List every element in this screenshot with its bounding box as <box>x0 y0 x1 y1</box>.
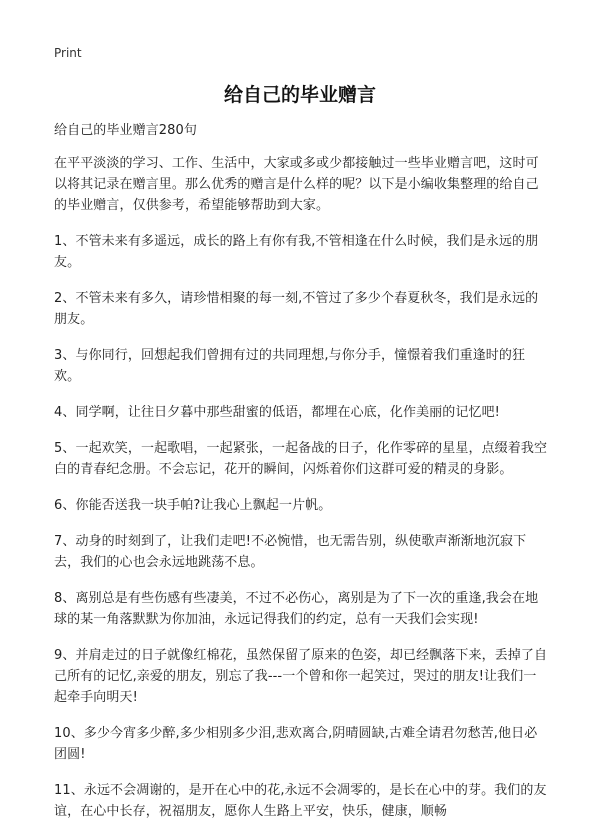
list-item: 6、你能否送我一块手帕?让我心上飘起一片帆。 <box>54 498 332 513</box>
list-item: 1、不管未来有多遥远，成长的路上有你有我,不管相逢在什么时候，我们是永远的朋友。 <box>54 234 539 270</box>
list-item: 3、与你同行，回想起我们曾拥有过的共同理想,与你分手，憧憬着我们重逢时的狂欢。 <box>54 348 526 384</box>
list-item: 9、并肩走过的日子就像红棉花，虽然保留了原来的色姿，却已经飘落下来，丢掉了自己所有的记忆,亲爱的朋友，别忘了我---一个曾和你一起笑过，哭过的朋友!让我们一起牵手向明天! <box>54 648 548 705</box>
intro-paragraph: 在平平淡淡的学习、工作、生活中，大家或多或少都接触过一些毕业赠言吧，这时可以将其记录在赠言里。那么优秀的赠言是什么样的呢？以下是小编收集整理的给自己的毕业赠言，仅供参考，希望能够帮助到大家。 <box>54 156 539 213</box>
print-label: Print <box>54 46 82 60</box>
list-item: 4、同学啊，让往日夕暮中那些甜蜜的低语，都埋在心底，化作美丽的记忆吧! <box>54 405 500 420</box>
document-subtitle: 给自己的毕业赠言280句 <box>54 123 198 138</box>
list-item: 2、不管未来有多久，请珍惜相聚的每一刻,不管过了多少个春夏秋冬，我们是永远的朋友。 <box>54 291 539 327</box>
document-body <box>54 120 548 837</box>
list-item: 5、一起欢笑，一起歌唱，一起紧张，一起备战的日子，化作零碎的星星，点缀着我空白的青春纪念册。不会忘记，花开的瞬间，闪烁着你们这群可爱的精灵的身影。 <box>54 441 548 477</box>
list-item: 11、永远不会凋谢的，是开在心中的花,永远不会凋零的，是长在心中的芽。我们的友谊，在心中长存，祝福朋友，愿你人生路上平安，快乐，健康，顺畅 <box>54 783 547 819</box>
list-item: 10、多少今宵多少醉,多少相别多少泪,悲欢离合,阴晴圆缺,古难全请君勿愁苦,他日必团圆! <box>54 726 538 762</box>
list-item: 8、离别总是有些伤感有些凄美，不过不必伤心，离别是为了下一次的重逢,我会在地球的某一角落默默为你加油，永远记得我们的约定，总有一天我们会实现! <box>54 591 539 627</box>
list-item: 7、动身的时刻到了，让我们走吧!不必惋惜，也无需告别，纵使歌声渐渐地沉寂下去，我们的心也会永远地跳荡不息。 <box>54 534 527 570</box>
document-title: 给自己的毕业赠言 <box>223 84 376 106</box>
